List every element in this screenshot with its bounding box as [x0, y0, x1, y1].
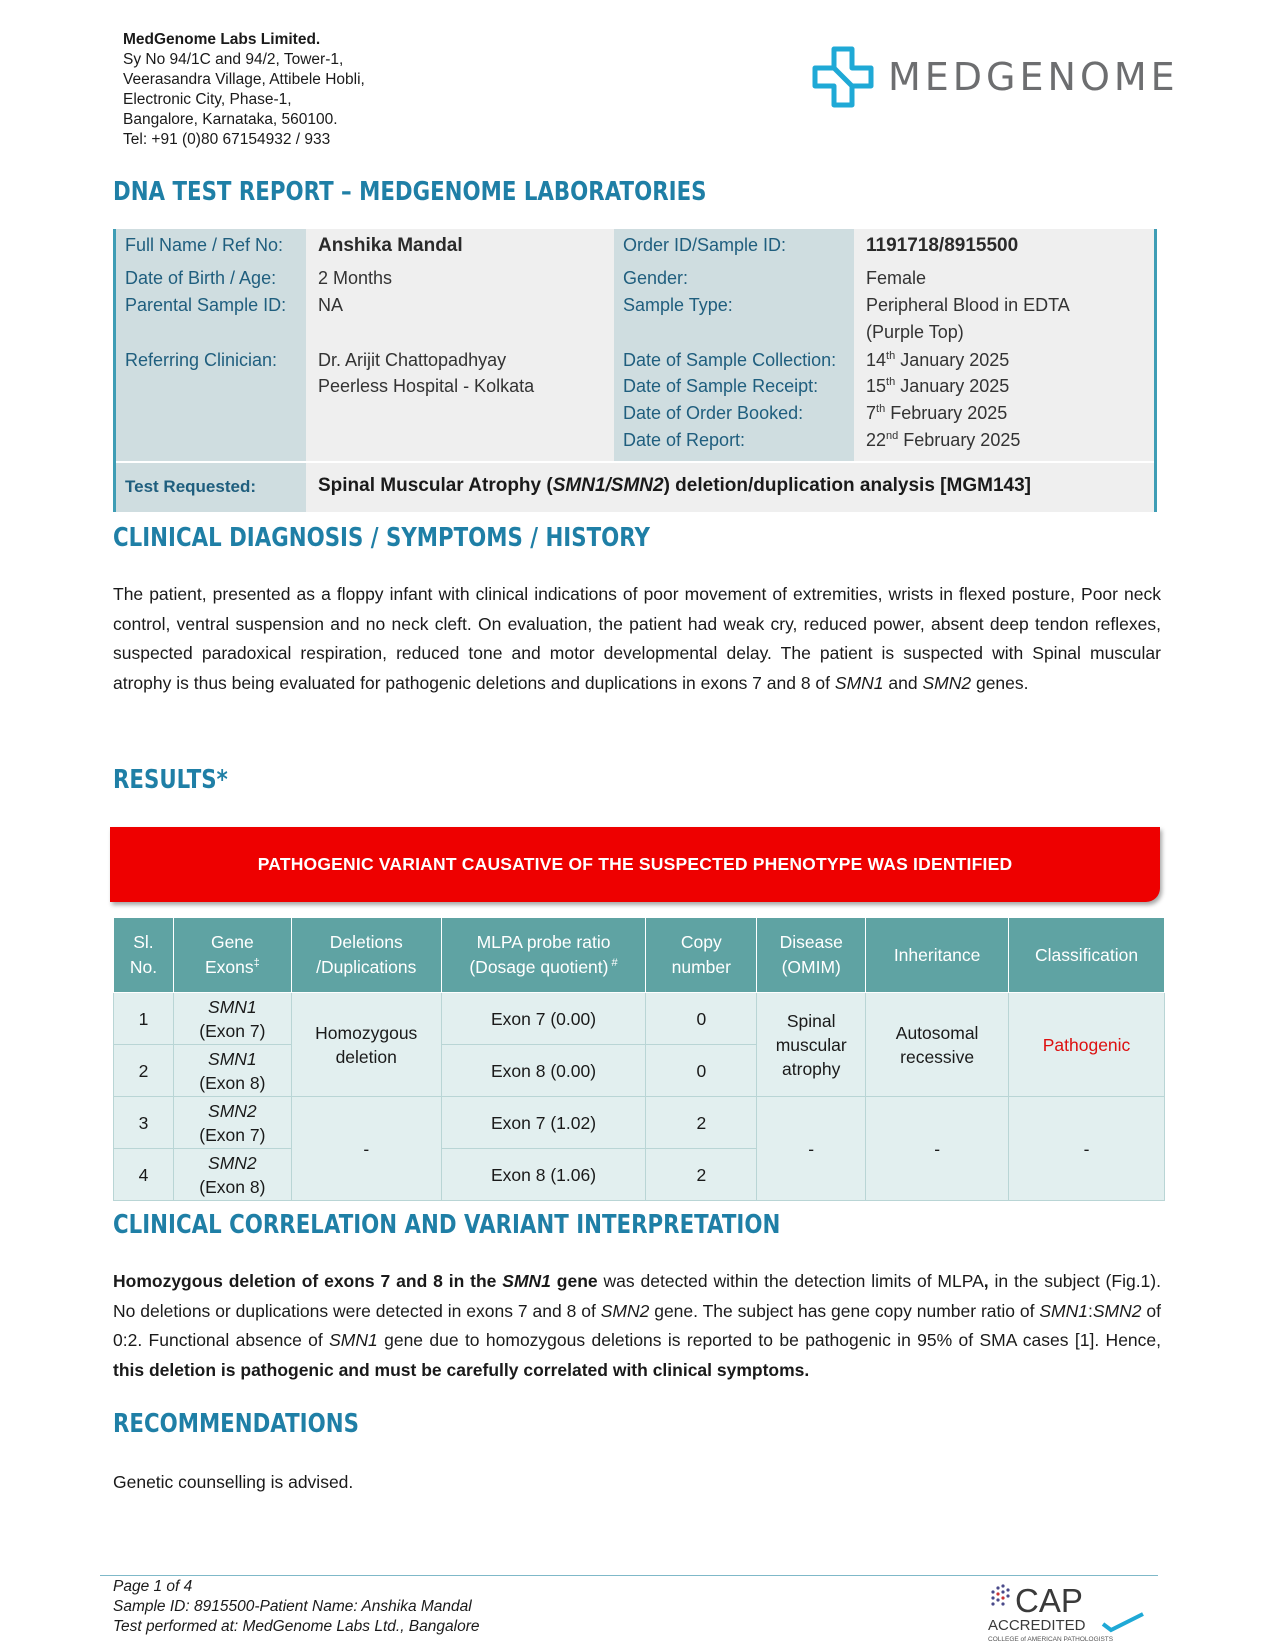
mlpa-cell: Exon 8 (1.06): [441, 1149, 646, 1201]
report-date-label: Date of Report:: [623, 430, 746, 450]
results-title: RESULTS*: [113, 765, 228, 795]
mlpa-cell: Exon 7 (1.02): [441, 1097, 646, 1149]
recommendations-text: Genetic counselling is advised.: [113, 1472, 354, 1492]
patient-info-box: [113, 229, 1157, 512]
lab-name: MedGenome Labs Limited.: [123, 31, 321, 48]
clinical-diagnosis-title: CLINICAL DIAGNOSIS / SYMPTOMS / HISTORY: [113, 523, 650, 553]
order-id: 1191718/8915500: [866, 235, 1019, 256]
col-deletions: Deletions /Duplications: [291, 918, 441, 993]
sample-type-label: Sample Type:: [623, 295, 733, 315]
address-line: Sy No 94/1C and 94/2, Tower-1,: [123, 51, 344, 68]
footer-divider: [100, 1575, 1158, 1576]
col-disease: Disease (OMIM): [757, 918, 866, 993]
table-row: [114, 1097, 1165, 1149]
test-requested-value: Spinal Muscular Atrophy (SMN1/SMN2) deletion/duplication analysis [MGM143]: [318, 475, 1031, 496]
clinician-label: Referring Clinician:: [125, 350, 278, 370]
table-row: [114, 993, 1165, 1045]
gene-cell: SMN1 (Exon 8): [173, 1045, 291, 1097]
clinician-hospital: Peerless Hospital - Kolkata: [318, 376, 535, 396]
report-title: DNA TEST REPORT – MEDGENOME LABORATORIES: [113, 177, 707, 207]
patient-name: Anshika Mandal: [318, 235, 463, 256]
collection-date: 14th January 2025: [866, 350, 1010, 370]
deletion-cell: -: [291, 1097, 441, 1201]
disease-cell: Spinal muscular atrophy: [757, 993, 866, 1097]
classification-cell: Pathogenic: [1009, 993, 1165, 1097]
col-sl-no: Sl. No.: [114, 918, 174, 993]
gene-cell: SMN1 (Exon 7): [173, 993, 291, 1045]
page-number: Page 1 of 4: [113, 1578, 193, 1595]
gender-label: Gender:: [623, 268, 689, 288]
receipt-date-label: Date of Sample Receipt:: [623, 376, 819, 396]
sample-type-value: Peripheral Blood in EDTA: [866, 295, 1070, 315]
clinician-name: Dr. Arijit Chattopadhyay: [318, 350, 507, 370]
dob-value: 2 Months: [318, 268, 393, 288]
col-inheritance: Inheritance: [866, 918, 1009, 993]
test-requested-label: Test Requested:: [125, 477, 256, 496]
cap-text: CAP: [1015, 1582, 1083, 1619]
disease-cell: -: [757, 1097, 866, 1201]
address-line: Bangalore, Karnataka, 560100.: [123, 111, 338, 128]
clinical-history-text: The patient, presented as a floppy infant with clinical indications of poor movement of extremities, wrists in flexed posture, Poor neck control, ventral suspension and no neck cleft. On evaluation, the patient had weak cry, reduced power, absent deep tendon reflexes, suspected paradoxical respiration, reduced tone and motor developmental delay. The patient is suspected with Spinal muscular atrophy is thus being evaluated for pathogenic deletions and duplications in exons 7 and 8 of SMN1 and SMN2 genes.: [113, 584, 1161, 693]
booked-date: 7th February 2025: [866, 403, 1008, 423]
cap-sub-text: COLLEGE of AMERICAN PATHOLOGISTS: [988, 1636, 1114, 1643]
copy-cell: 0: [646, 1045, 757, 1097]
report-date: 22nd February 2025: [866, 430, 1021, 450]
footer-info: [113, 1577, 479, 1637]
sl-cell: 2: [114, 1045, 174, 1097]
mlpa-cell: Exon 8 (0.00): [441, 1045, 646, 1097]
sl-cell: 1: [114, 993, 174, 1045]
address-line: Veerasandra Village, Attibele Hobli,: [123, 71, 365, 88]
copy-cell: 2: [646, 1149, 757, 1201]
col-mlpa-ratio: MLPA probe ratio (Dosage quotient) #: [441, 918, 646, 993]
col-gene-exons: Gene Exons‡: [173, 918, 291, 993]
cap-accredited-logo: [985, 1578, 1157, 1644]
checkmark-icon: [1103, 1614, 1143, 1630]
inheritance-cell: -: [866, 1097, 1009, 1201]
booked-date-label: Date of Order Booked:: [623, 403, 804, 423]
gene-cell: SMN2 (Exon 8): [173, 1149, 291, 1201]
order-id-label: Order ID/Sample ID:: [623, 235, 787, 255]
results-table: [113, 917, 1165, 1201]
recommendations-title: RECOMMENDATIONS: [113, 1409, 359, 1439]
footer-performed-at: Test performed at: MedGenome Labs Ltd., Bangalore: [113, 1618, 480, 1635]
gene-cell: SMN2 (Exon 7): [173, 1097, 291, 1149]
sl-cell: 3: [114, 1097, 174, 1149]
result-banner-text: PATHOGENIC VARIANT CAUSATIVE OF THE SUSPECTED PHENOTYPE WAS IDENTIFIED: [257, 854, 1013, 874]
test-requested-row: [116, 463, 1154, 512]
collection-date-label: Date of Sample Collection:: [623, 350, 837, 370]
col-copy-number: Copy number: [646, 918, 757, 993]
footer-sample-id: Sample ID: 8915500-Patient Name: Anshika Mandal: [113, 1598, 472, 1615]
result-banner: [110, 827, 1160, 902]
deletion-cell: Homozygous deletion: [291, 993, 441, 1097]
lab-address: [123, 30, 365, 150]
inheritance-cell: Autosomal recessive: [866, 993, 1009, 1097]
address-line: Electronic City, Phase-1,: [123, 91, 292, 108]
interpretation-title: CLINICAL CORRELATION AND VARIANT INTERPRETATION: [113, 1210, 781, 1240]
parental-sample-label: Parental Sample ID:: [125, 295, 287, 315]
copy-cell: 0: [646, 993, 757, 1045]
sample-type-value-2: (Purple Top): [866, 322, 964, 342]
full-name-label: Full Name / Ref No:: [125, 235, 284, 255]
logo-text: MEDGENOME: [888, 55, 1179, 99]
medgenome-cross-icon: [812, 46, 874, 108]
mlpa-cell: Exon 7 (0.00): [441, 993, 646, 1045]
copy-cell: 2: [646, 1097, 757, 1149]
lab-phone: Tel: +91 (0)80 67154932 / 933: [123, 131, 331, 148]
parental-sample-value: NA: [318, 295, 344, 315]
sl-cell: 4: [114, 1149, 174, 1201]
receipt-date: 15th January 2025: [866, 376, 1010, 396]
cap-dots-icon: [991, 1584, 1009, 1605]
classification-cell: -: [1009, 1097, 1165, 1201]
table-header-row: [114, 918, 1165, 993]
cap-accredited-text: ACCREDITED: [988, 1617, 1086, 1634]
interpretation-text: Homozygous deletion of exons 7 and 8 in the SMN1 gene was detected within the detection limits of MLPA, in the subject (Fig.1). No deletions or duplications were detected in exons 7 and 8 of SMN2 gene. The subject has gene copy number ratio of SMN1:SMN2 of 0:2. Functional absence of SMN1 gene due to homozygous deletions is reported to be pathogenic in 95% of SMA cases [1]. Hence, this deletion is pathogenic and must be carefully correlated with clinical symptoms.: [113, 1271, 1162, 1380]
col-classification: Classification: [1009, 918, 1165, 993]
medgenome-logo: [812, 46, 1179, 108]
dob-label: Date of Birth / Age:: [125, 268, 277, 288]
gender-value: Female: [866, 268, 927, 288]
